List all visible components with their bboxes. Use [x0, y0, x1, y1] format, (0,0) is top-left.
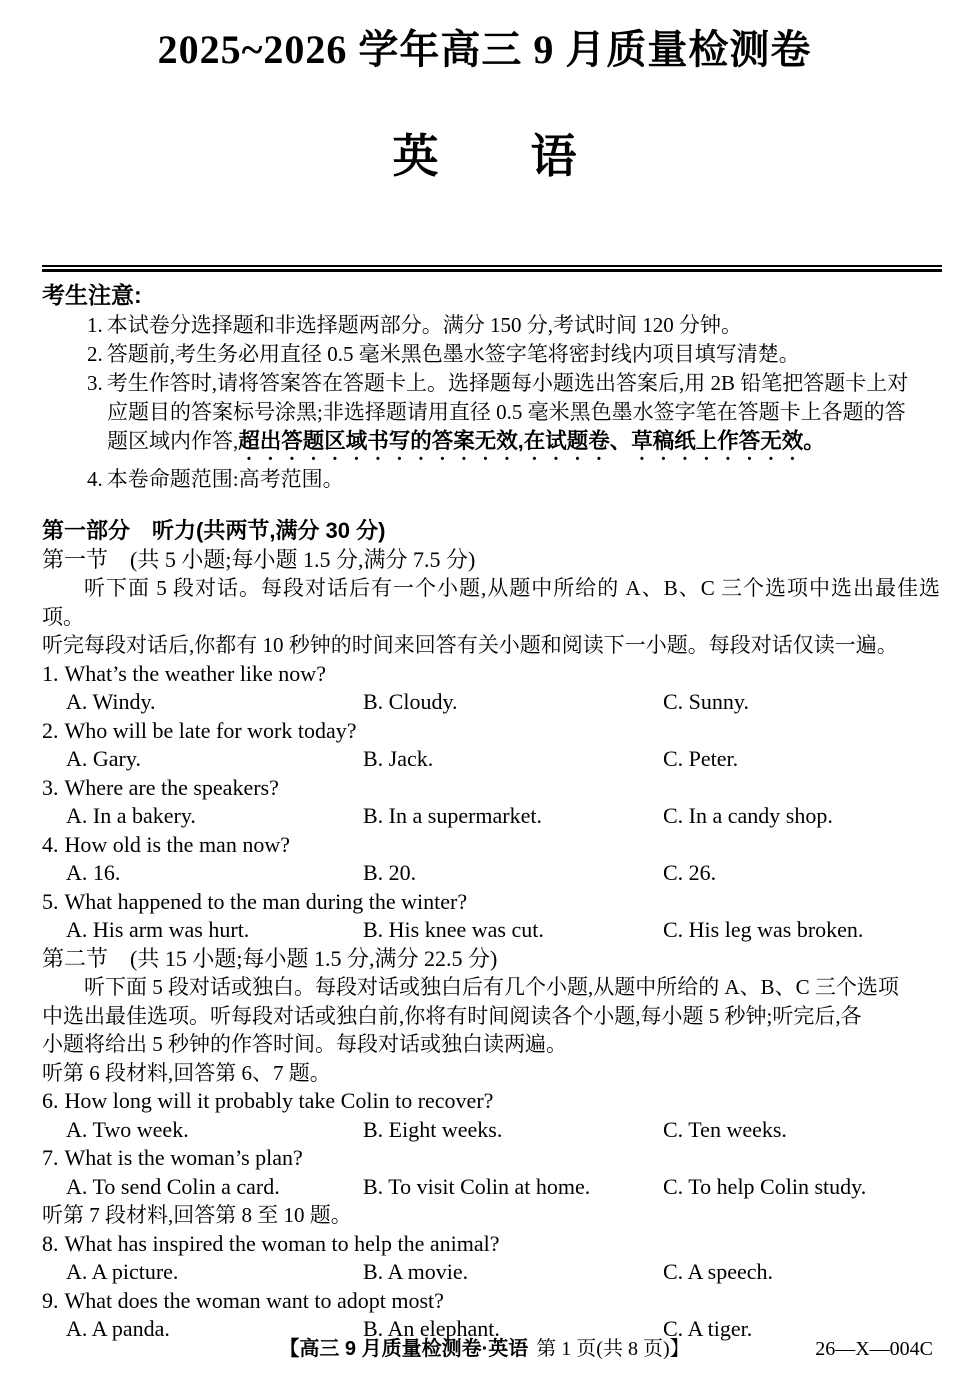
question-1-number: 1.	[42, 660, 59, 686]
question-9-number: 9.	[42, 1287, 59, 1313]
section2-intro	[42, 973, 940, 1059]
question-9-option-a: A. A panda.	[66, 1316, 170, 1341]
notice-section	[42, 280, 940, 494]
section1-intro	[42, 574, 940, 660]
listening-section	[42, 517, 940, 1344]
notice-item-4	[42, 465, 940, 494]
page-footer	[0, 1336, 969, 1366]
question-8-options	[42, 1258, 940, 1287]
question-2-options	[42, 745, 940, 774]
question-1-option-b: B. Cloudy.	[363, 689, 458, 714]
question-1	[42, 660, 940, 717]
question-1-text: 1. What’s the weather like now?	[42, 660, 326, 686]
material-7-line: 听第 7 段材料,回答第 8 至 10 题。	[42, 1203, 352, 1227]
question-9-text: 9. What does the woman want to adopt most?	[42, 1287, 444, 1313]
question-4-number: 4.	[42, 831, 59, 857]
subject-title	[0, 120, 969, 186]
notice-item-3-number: 3.	[87, 371, 103, 395]
section2-heading: 第二节 (共 15 小题;每小题 1.5 分,满分 22.5 分)	[42, 945, 498, 971]
notice-item-1	[42, 311, 940, 340]
question-6-number: 6.	[42, 1088, 59, 1113]
question-3-option-a: A. In a bakery.	[66, 803, 196, 828]
question-7-option-c: C. To help Colin study.	[663, 1173, 867, 1199]
question-9-option-b: B. An elephant.	[363, 1316, 500, 1341]
question-4	[42, 831, 940, 888]
notice-item-3	[42, 369, 940, 465]
question-6-options	[42, 1116, 940, 1145]
question-8-number: 8.	[42, 1230, 59, 1256]
question-3-number: 3.	[42, 774, 59, 800]
question-9-option-c: C. A tiger.	[663, 1316, 753, 1341]
question-1-option-c: C. Sunny.	[663, 689, 749, 714]
question-2-number: 2.	[42, 717, 59, 743]
notice-item-4-number: 4.	[87, 467, 103, 491]
notice-item-3-line-2: 应题目的答案标号涂黑;非选择题请用直径 0.5 毫米黑色墨水签字笔在答题卡上各题的答	[107, 400, 906, 424]
notice-item-2-number: 2.	[87, 342, 103, 366]
section2-intro-line-2: 中选出最佳选项。听每段对话或独白前,你将有时间阅读各个小题,每小题 5 秒钟;听完后,各	[42, 1003, 862, 1028]
question-5-options	[42, 916, 940, 945]
notice-item-1-number: 1.	[87, 313, 103, 337]
notice-heading: 考生注意:	[42, 282, 142, 308]
part1-heading: 第一部分 听力(共两节,满分 30 分)	[42, 518, 386, 543]
question-8-option-c: C. A speech.	[663, 1259, 773, 1284]
section2-intro-line-3: 小题将给出 5 秒钟的作答时间。每段对话或独白读两遍。	[42, 1032, 567, 1056]
question-7-number: 7.	[42, 1145, 59, 1170]
question-9	[42, 1287, 940, 1344]
question-7	[42, 1144, 940, 1201]
question-3-options	[42, 802, 940, 831]
question-4-option-b: B. 20.	[363, 860, 417, 885]
footer-paper-code: 26—X—004C	[815, 1338, 933, 1360]
question-2-text: 2. Who will be late for work today?	[42, 717, 357, 743]
question-3	[42, 774, 940, 831]
section1-intro-line-1: 听下面 5 段对话。每段对话后有一个小题,从题中所给的 A、B、C 三个选项中选出最佳选项。	[42, 576, 940, 629]
question-4-option-a: A. 16.	[66, 860, 121, 885]
question-6-option-b: B. Eight weeks.	[363, 1116, 503, 1142]
question-5-number: 5.	[42, 888, 59, 914]
question-8-option-a: A. A picture.	[66, 1259, 179, 1284]
subject-char-ying: 英	[392, 130, 439, 182]
question-8-option-b: B. A movie.	[363, 1259, 469, 1284]
material-6-line: 听第 6 段材料,回答第 6、7 题。	[42, 1060, 331, 1085]
question-5-option-b: B. His knee was cut.	[363, 917, 544, 942]
question-6	[42, 1087, 940, 1144]
footer-paper-name: 【高三 9 月质量检测卷·英语	[279, 1338, 529, 1360]
notice-item-2	[42, 340, 940, 369]
notice-item-1-text: 本试卷分选择题和非选择题两部分。满分 150 分,考试时间 120 分钟。	[106, 313, 742, 337]
question-2-option-a: A. Gary.	[66, 746, 141, 771]
question-5-text: 5. What happened to the man during the winter?	[42, 888, 468, 914]
notice-item-2-text: 答题前,考生务必用直径 0.5 毫米黑色墨水签字笔将密封线内项目填写清楚。	[106, 342, 800, 366]
question-5-option-a: A. His arm was hurt.	[66, 917, 250, 942]
paper-title: 2025~2026 学年高三 9 月质量检测卷	[157, 27, 812, 72]
question-7-option-b: B. To visit Colin at home.	[363, 1173, 591, 1199]
notice-item-3-line-1: 考生作答时,请将答案答在答题卡上。选择题每小题选出答案后,用 2B 铅笔把答题卡上对	[106, 371, 909, 395]
question-6-text: 6. How long will it probably take Colin to recover?	[42, 1088, 494, 1113]
question-3-text: 3. Where are the speakers?	[42, 774, 279, 800]
footer-page-number: 第 1 页(共 8 页)】	[536, 1338, 690, 1360]
question-8-text: 8. What has inspired the woman to help the animal?	[42, 1230, 500, 1256]
section1-intro-line-2: 听完每段对话后,你都有 10 秒钟的时间来回答有关小题和阅读下一小题。每段对话仅读一遍。	[42, 633, 898, 657]
section1-heading: 第一节 (共 5 小题;每小题 1.5 分,满分 7.5 分)	[42, 546, 476, 572]
question-2-option-b: B. Jack.	[363, 746, 434, 771]
notice-item-3-emphasis-text: 超出答题区域书写的答案无效,在试题卷、草稿纸上作答无效。	[238, 429, 825, 453]
question-1-options	[42, 688, 940, 717]
question-7-option-a: A. To send Colin a card.	[66, 1173, 280, 1199]
question-5	[42, 888, 940, 945]
question-2-option-c: C. Peter.	[663, 746, 739, 771]
double-rule-divider	[42, 265, 942, 272]
question-5-option-c: C. His leg was broken.	[663, 917, 864, 942]
subject-char-yu: 语	[530, 130, 577, 182]
question-6-option-c: C. Ten weeks.	[663, 1116, 787, 1142]
question-6-option-a: A. Two week.	[66, 1116, 189, 1142]
question-4-option-c: C. 26.	[663, 860, 717, 885]
notice-item-3-line-3: 题区域内作答,	[107, 429, 239, 453]
question-1-option-a: A. Windy.	[66, 689, 156, 714]
question-4-text: 4. How old is the man now?	[42, 831, 290, 857]
section2-intro-line-1: 听下面 5 段对话或独白。每段对话或独白后有几个小题,从题中所给的 A、B、C 三个选项	[84, 975, 899, 999]
question-3-option-b: B. In a supermarket.	[363, 803, 542, 828]
question-7-text: 7. What is the woman’s plan?	[42, 1145, 303, 1170]
question-3-option-c: C. In a candy shop.	[663, 803, 833, 828]
question-8	[42, 1230, 940, 1287]
question-4-options	[42, 859, 940, 888]
question-7-options	[42, 1173, 940, 1202]
question-2	[42, 717, 940, 774]
notice-item-4-text: 本卷命题范围:高考范围。	[106, 467, 344, 491]
